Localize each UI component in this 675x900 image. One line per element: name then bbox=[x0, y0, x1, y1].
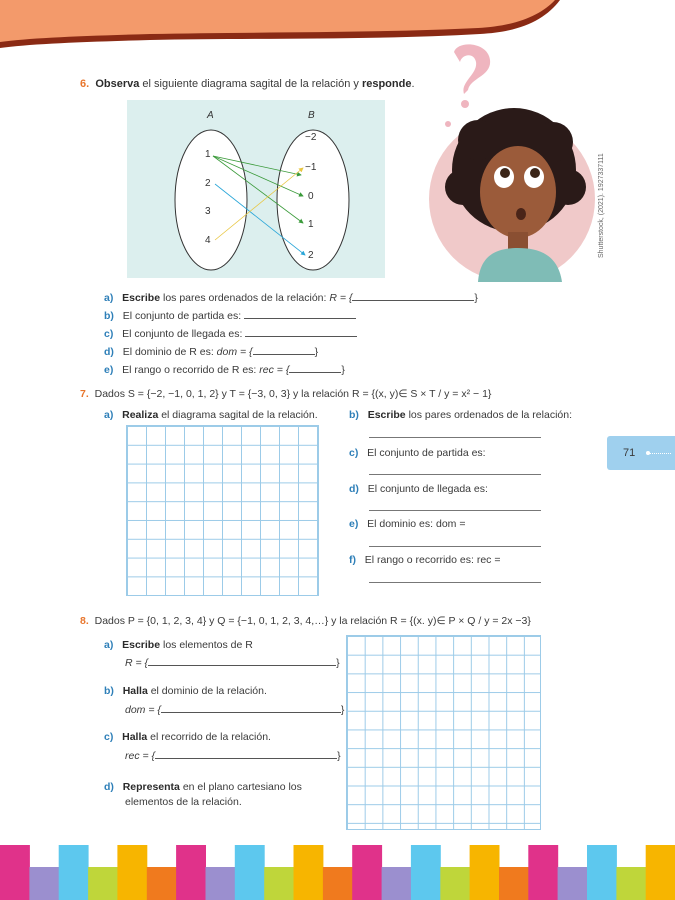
answer-line[interactable] bbox=[369, 546, 541, 547]
item-close: } bbox=[340, 704, 345, 716]
q8-item-b bbox=[104, 685, 267, 697]
item-close: } bbox=[474, 292, 478, 304]
q8-item-d-line2: elementos de la relación. bbox=[125, 796, 242, 808]
q8-item-c bbox=[104, 731, 271, 743]
q8-b-answer bbox=[125, 703, 344, 716]
item-verb: Escribe bbox=[122, 639, 161, 651]
q8-c-answer bbox=[125, 749, 341, 762]
q6-number: 6. bbox=[80, 78, 90, 90]
item-math: rec = { bbox=[259, 364, 290, 376]
item-text: El dominio de R es: bbox=[122, 346, 214, 358]
item-text: El conjunto de llegada es: bbox=[122, 328, 243, 340]
q7-item-a bbox=[104, 409, 318, 421]
footer-color-block bbox=[558, 867, 588, 900]
set-b-elem: 0 bbox=[308, 191, 314, 202]
set-a-label: A bbox=[207, 110, 214, 121]
item-text: El rango o recorrido de R es: bbox=[122, 364, 257, 376]
item-math: rec = { bbox=[125, 750, 156, 762]
q8-a-answer bbox=[125, 656, 340, 669]
item-letter: b) bbox=[349, 409, 359, 421]
footer-color-block bbox=[176, 845, 206, 900]
item-text: el diagrama sagital de la relación. bbox=[161, 409, 318, 421]
item-text: El conjunto de partida es: bbox=[367, 447, 486, 459]
set-a-elem: 2 bbox=[205, 178, 211, 189]
item-verb: Halla bbox=[122, 731, 148, 743]
page-number-tab bbox=[607, 436, 675, 470]
item-verb: Escribe bbox=[122, 292, 161, 304]
q6-item-e bbox=[104, 363, 345, 376]
item-text: El conjunto de partida es: bbox=[122, 310, 242, 322]
footer-color-block bbox=[470, 845, 500, 900]
answer-line[interactable] bbox=[369, 474, 541, 475]
footer-color-block bbox=[206, 867, 236, 900]
q6-verb-observe: Observa bbox=[95, 78, 140, 90]
item-text: los elementos de R bbox=[162, 639, 253, 651]
item-math: dom = { bbox=[216, 346, 253, 358]
q8-cartesian-grid[interactable] bbox=[346, 635, 541, 830]
footer-color-block bbox=[88, 867, 118, 900]
answer-line[interactable] bbox=[155, 749, 337, 759]
answer-line[interactable] bbox=[369, 582, 541, 583]
item-math: dom = { bbox=[125, 704, 161, 716]
q6-text: el siguiente diagrama sagital de la relación y bbox=[142, 78, 359, 90]
q8-item-d bbox=[104, 781, 329, 793]
item-letter: d) bbox=[349, 483, 359, 495]
footer-color-band bbox=[0, 845, 675, 900]
answer-line[interactable] bbox=[161, 703, 341, 713]
q6-verb-respond: responde bbox=[361, 78, 412, 90]
item-close: } bbox=[337, 750, 341, 762]
set-b-elem: −2 bbox=[305, 132, 317, 143]
set-b-elem: 2 bbox=[308, 250, 314, 261]
q7-number: 7. bbox=[80, 388, 89, 400]
footer-color-block bbox=[382, 867, 412, 900]
answer-line[interactable] bbox=[148, 656, 336, 666]
footer-color-block bbox=[294, 845, 324, 900]
q7-text: Dados S = {−2, −1, 0, 1, 2} y T = {−3, 0, 3} y la relación R = {(x, y)∈ S × T / y = x² − 1} bbox=[94, 388, 492, 400]
question-mark-icon bbox=[454, 44, 490, 94]
q6-item-b bbox=[104, 309, 356, 322]
footer-color-block bbox=[528, 845, 558, 900]
footer-color-block bbox=[235, 845, 265, 900]
q7-item-b bbox=[349, 409, 572, 421]
footer-color-block bbox=[499, 867, 529, 900]
item-verb: Halla bbox=[122, 685, 148, 697]
q8-text: Dados P = {0, 1, 2, 3, 4} y Q = {−1, 0, 1, 2, 3, 4,…} y la relación R = {(x. y)∈ P × Q / y = 2x −3} bbox=[94, 615, 531, 627]
item-letter: d) bbox=[104, 346, 114, 358]
answer-line[interactable] bbox=[369, 510, 541, 511]
item-close: } bbox=[336, 657, 340, 669]
q7-statement bbox=[80, 388, 491, 400]
set-a-ellipse bbox=[175, 130, 247, 270]
footer-color-block bbox=[352, 845, 382, 900]
item-letter: b) bbox=[104, 685, 114, 697]
footer-color-block bbox=[440, 867, 470, 900]
q7-item-f bbox=[349, 554, 500, 566]
q7-item-e bbox=[349, 518, 465, 530]
item-verb: Representa bbox=[122, 781, 180, 793]
answer-line[interactable] bbox=[244, 309, 356, 319]
item-letter: f) bbox=[349, 554, 356, 566]
set-b-elem: 1 bbox=[308, 219, 314, 230]
tab-dotted-line bbox=[649, 453, 671, 454]
answer-line[interactable] bbox=[369, 437, 541, 438]
sagittal-diagram bbox=[127, 100, 385, 278]
set-b-label: B bbox=[308, 110, 315, 121]
footer-color-block bbox=[646, 845, 675, 900]
item-letter: c) bbox=[104, 328, 114, 340]
q6-period: . bbox=[411, 78, 415, 90]
girl-thinking-illustration bbox=[418, 42, 603, 282]
item-verb: Realiza bbox=[122, 409, 159, 421]
item-letter: e) bbox=[104, 364, 114, 376]
item-close: } bbox=[341, 364, 345, 376]
answer-line[interactable] bbox=[352, 291, 474, 301]
answer-line[interactable] bbox=[253, 345, 315, 355]
q8-item-a bbox=[104, 639, 253, 651]
set-a-elem: 1 bbox=[205, 149, 211, 160]
q6-item-c bbox=[104, 327, 357, 340]
item-letter: e) bbox=[349, 518, 359, 530]
item-letter: d) bbox=[104, 781, 114, 793]
footer-color-block bbox=[59, 845, 89, 900]
item-letter: a) bbox=[104, 292, 114, 304]
item-letter: c) bbox=[104, 731, 114, 743]
footer-color-block bbox=[147, 867, 177, 900]
item-math: R = { bbox=[125, 657, 149, 669]
item-text: en el plano cartesiano los bbox=[182, 781, 302, 793]
q6-statement bbox=[80, 78, 415, 90]
item-text: El conjunto de llegada es: bbox=[367, 483, 488, 495]
footer-color-block bbox=[117, 845, 147, 900]
answer-line[interactable] bbox=[289, 363, 341, 373]
item-close: } bbox=[314, 346, 319, 358]
footer-color-block bbox=[616, 867, 646, 900]
answer-line[interactable] bbox=[245, 327, 357, 337]
footer-color-block bbox=[323, 867, 353, 900]
q8-statement bbox=[80, 615, 531, 627]
footer-color-block bbox=[0, 845, 30, 900]
footer-color-block bbox=[29, 867, 59, 900]
set-b-elem: −1 bbox=[305, 162, 317, 173]
q7-item-d bbox=[349, 483, 488, 495]
item-letter: a) bbox=[104, 409, 114, 421]
image-credit: Shutterstock, (2021). 1927337111 bbox=[598, 153, 605, 258]
tab-dot-icon bbox=[646, 451, 650, 455]
q7-grid[interactable] bbox=[126, 425, 319, 596]
footer-color-block bbox=[264, 867, 294, 900]
q7-item-c bbox=[349, 447, 486, 459]
item-text: los pares ordenados de la relación: bbox=[162, 292, 327, 304]
footer-color-block bbox=[587, 845, 617, 900]
footer-color-block bbox=[411, 845, 441, 900]
q8-number: 8. bbox=[80, 615, 89, 627]
item-text: el dominio de la relación. bbox=[150, 685, 267, 697]
set-a-elem: 3 bbox=[205, 206, 211, 217]
q6-item-a bbox=[104, 291, 478, 304]
page-number: 71 bbox=[623, 447, 636, 459]
item-text: el recorrido de la relación. bbox=[150, 731, 271, 743]
q6-item-d bbox=[104, 345, 318, 358]
item-letter: b) bbox=[104, 310, 114, 322]
item-text: El dominio es: dom = bbox=[367, 518, 466, 530]
set-a-elem: 4 bbox=[205, 235, 211, 246]
item-text: El rango o recorrido es: rec = bbox=[364, 554, 501, 566]
item-verb: Escribe bbox=[367, 409, 406, 421]
item-letter: c) bbox=[349, 447, 359, 459]
item-letter: a) bbox=[104, 639, 114, 651]
item-math: R = { bbox=[329, 292, 353, 304]
item-text: los pares ordenados de la relación: bbox=[408, 409, 572, 421]
